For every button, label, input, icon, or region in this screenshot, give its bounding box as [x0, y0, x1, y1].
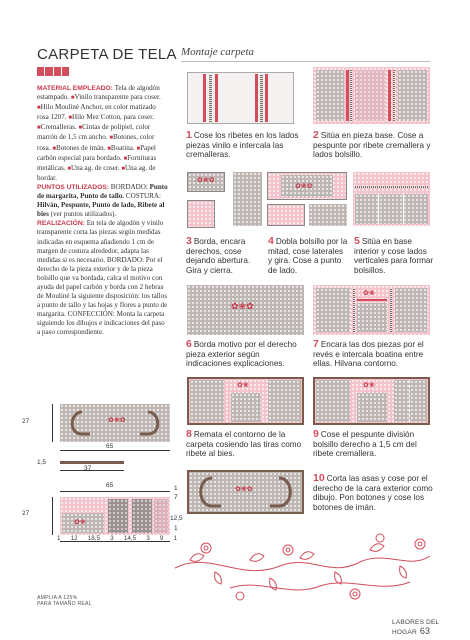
step-7-diagram: ✿❀: [313, 285, 430, 335]
material-item: Botones, color rosa.: [37, 133, 155, 152]
realization-paragraph: [37, 219, 168, 337]
material-item: Fornituras metálicas.: [37, 153, 157, 172]
interior-piece-diagram: ✿❀: [60, 497, 170, 535]
step-text: Cose los ribetes en los lados piezas vinilo e intercala las cremalleras.: [186, 131, 299, 160]
materials-heading: MATERIAL EMPLEADO:: [37, 85, 113, 92]
step-number: 7: [313, 338, 319, 350]
step-text: Corta las asas y cose por el derecho de la cara exterior como dibujo. Pon botones y cose los botones de imán.: [313, 474, 433, 512]
page-title: CARPETA DE TELA: [37, 46, 177, 63]
bordado-text: Punto de margarita, Punto de tallo.: [37, 182, 168, 201]
montaje-title: Montaje carpeta: [181, 46, 255, 58]
dim-1-5: 1,5: [37, 459, 47, 466]
costura-text: Hilván, Pespunte, Punto de lado, Ribete al bies: [37, 201, 165, 219]
step-3-diagram: ✿❀✿: [187, 172, 262, 226]
costura-suffix: (ver puntos utilizados).: [50, 210, 117, 219]
material-item: Una ag. de bordar.: [37, 163, 156, 182]
dim-7: 7: [174, 494, 178, 501]
page-footer: [392, 619, 470, 636]
step-4-diagram: ✿❀✿: [267, 172, 347, 226]
step-text: Sitúa en base interior y cose lados verticales para formar bolsillos.: [354, 237, 434, 275]
step-8: [186, 430, 306, 459]
dim-bottom: 14,5: [123, 535, 137, 542]
step-number: 6: [186, 338, 192, 350]
step-text: Sitúa en pieza base. Cose a pespunte por ribete cremallera y lados bolsillo.: [313, 131, 431, 160]
divider: [181, 61, 430, 62]
scale-note-line1: AMPLIA A 125%: [37, 595, 78, 601]
step-6-diagram: ✿❀✿: [187, 285, 304, 335]
costura-label: COSTURA:: [125, 192, 161, 201]
dim-bottom: 1: [173, 535, 177, 542]
step-9-diagram: ✿❀: [313, 377, 430, 425]
step-1: [186, 131, 306, 160]
instructions-column: [37, 84, 168, 338]
step-4: [268, 237, 348, 275]
step-number: 2: [313, 129, 319, 141]
step-number: 8: [186, 428, 192, 440]
step-text: Borda, encara derechos, cose dejando abertura. Gira y cierra.: [186, 237, 251, 275]
dim-bottom: 3: [110, 535, 114, 542]
step-8-diagram: ✿❀: [187, 377, 304, 425]
dim-1-b: 1: [174, 525, 178, 532]
dim-37: 37: [84, 465, 92, 472]
scale-note: [37, 595, 92, 607]
material-item: Papel carbón especial para bordado.: [37, 143, 156, 162]
dim-bottom: 9: [159, 535, 164, 542]
step-number: 4: [268, 235, 274, 247]
step-9: [313, 430, 433, 459]
realization-text: En tela de algodón y vinilo transparente corta las piezas según medidas indicadas en esquema añadiendo 1 cm de margen de costura alrededor, adapta las medidas si es necesario. BORDADO: Por el derecho de la pieza exterior y de la pieza bolsillo que va bordada, calca el motivo con ayuda del papel carbón y borda con 2 hebras de Mouliné la siguiente disposición: los tallos a punto de tallo y las hojas y flores a punto de margarita. CONFECCIÓN: Monta la carpeta siguiendo los dibujos e indicaciones del paso a paso correspondiente.: [37, 219, 168, 337]
bottom-dimension-row: [57, 535, 177, 542]
material-item: Cremalleras.: [40, 123, 77, 132]
stitches-paragraph: [37, 183, 168, 219]
step-number: 5: [354, 235, 360, 247]
strap-diagram: [60, 461, 124, 464]
material-item: Cintas de polipiel, color marrón de 1,5 cm ancho.: [37, 123, 151, 142]
step-text: Dobla bolsillo por la mitad, cose laterales y gira. Cose a punto de lado.: [268, 237, 348, 275]
step-2-diagram: [313, 67, 430, 124]
step-number: 10: [313, 472, 325, 484]
dim-bottom: 18,5: [87, 535, 101, 542]
step-6: [186, 340, 306, 369]
scale-note-line2: PARA TAMAÑO REAL: [37, 601, 92, 607]
step-3: [186, 237, 264, 275]
dim-bottom: 12: [70, 535, 78, 542]
material-item: Vinilo transparente para coser.: [74, 93, 161, 102]
step-number: 1: [186, 129, 192, 141]
exterior-piece-diagram: ✿❀✿: [60, 404, 170, 442]
step-text: Remata el contorno de la carpeta cosiendo las tiras como ribete al bies.: [186, 430, 302, 459]
page-number: 63: [419, 626, 431, 636]
dim-65-b: 65: [106, 482, 114, 489]
embroidery-motif: [170, 520, 435, 605]
title-decoration: [37, 67, 69, 76]
realization-heading: REALIZACIÓN:: [37, 220, 85, 228]
material-item: Boatina.: [110, 143, 135, 152]
dim-27-b: 27: [22, 510, 30, 517]
dim-1-a: 1: [174, 485, 178, 492]
material-item: Una ag. de coser.: [70, 163, 120, 172]
step-text: Encara las dos piezas por el revés e intercala boatina entre ellas. Hilvana contorno.: [313, 340, 424, 369]
step-text: Borda motivo por el derecho pieza exterior según indicaciones explicaciones.: [186, 340, 297, 369]
dim-27-a: 27: [22, 418, 30, 425]
materials-paragraph: MATERIAL EMPLEADO: Tela de algodón estampado. ■Vinilo transparente para coser. ■Hilo Mouliné Anchor, en color matizado rosa 1207. ■Hilo Mez Cotton, para coser. ■Cremalleras. ■Cintas de polipiel, color marrón de 1,5 cm ancho. ■Botones, color rosa. ■Botones de imán. ■Boatina. ■Papel carbón especial para bordado. ■Fornituras metálicas. ■Una ag. de coser. ■Una ag. de bordar.: [37, 84, 161, 182]
step-number: 3: [186, 235, 192, 247]
step-2: [313, 131, 431, 160]
stitches-heading: PUNTOS UTILIZADOS:: [37, 183, 109, 191]
material-item: Hilo Mouliné Anchor, en color matizado rosa 1207.: [37, 103, 156, 122]
dim-bottom: 1: [57, 535, 61, 542]
step-1-diagram: [187, 72, 294, 124]
bordado-label: BORDADO:: [110, 182, 148, 191]
dim-12-5: 12,5: [170, 515, 183, 522]
step-number: 9: [313, 428, 319, 440]
step-10-diagram: ✿❀✿: [187, 470, 304, 514]
material-item: Hilo Mez Cotton, para coser.: [71, 113, 154, 122]
step-5: [354, 237, 434, 275]
step-5-diagram: [353, 172, 430, 226]
material-item: Botones de imán.: [56, 143, 106, 152]
dim-65-a: 65: [106, 443, 114, 450]
step-7: [313, 340, 433, 369]
step-text: Cose el pespunte división bolsillo derecho a 1,5 cm del ribete cremallera.: [313, 430, 417, 459]
magazine-name: LABORES DEL HOGAR: [392, 619, 440, 636]
material-item: Tela de algodón estampado.: [37, 84, 160, 102]
dim-bottom: 3: [146, 535, 150, 542]
step-10: [313, 474, 433, 512]
